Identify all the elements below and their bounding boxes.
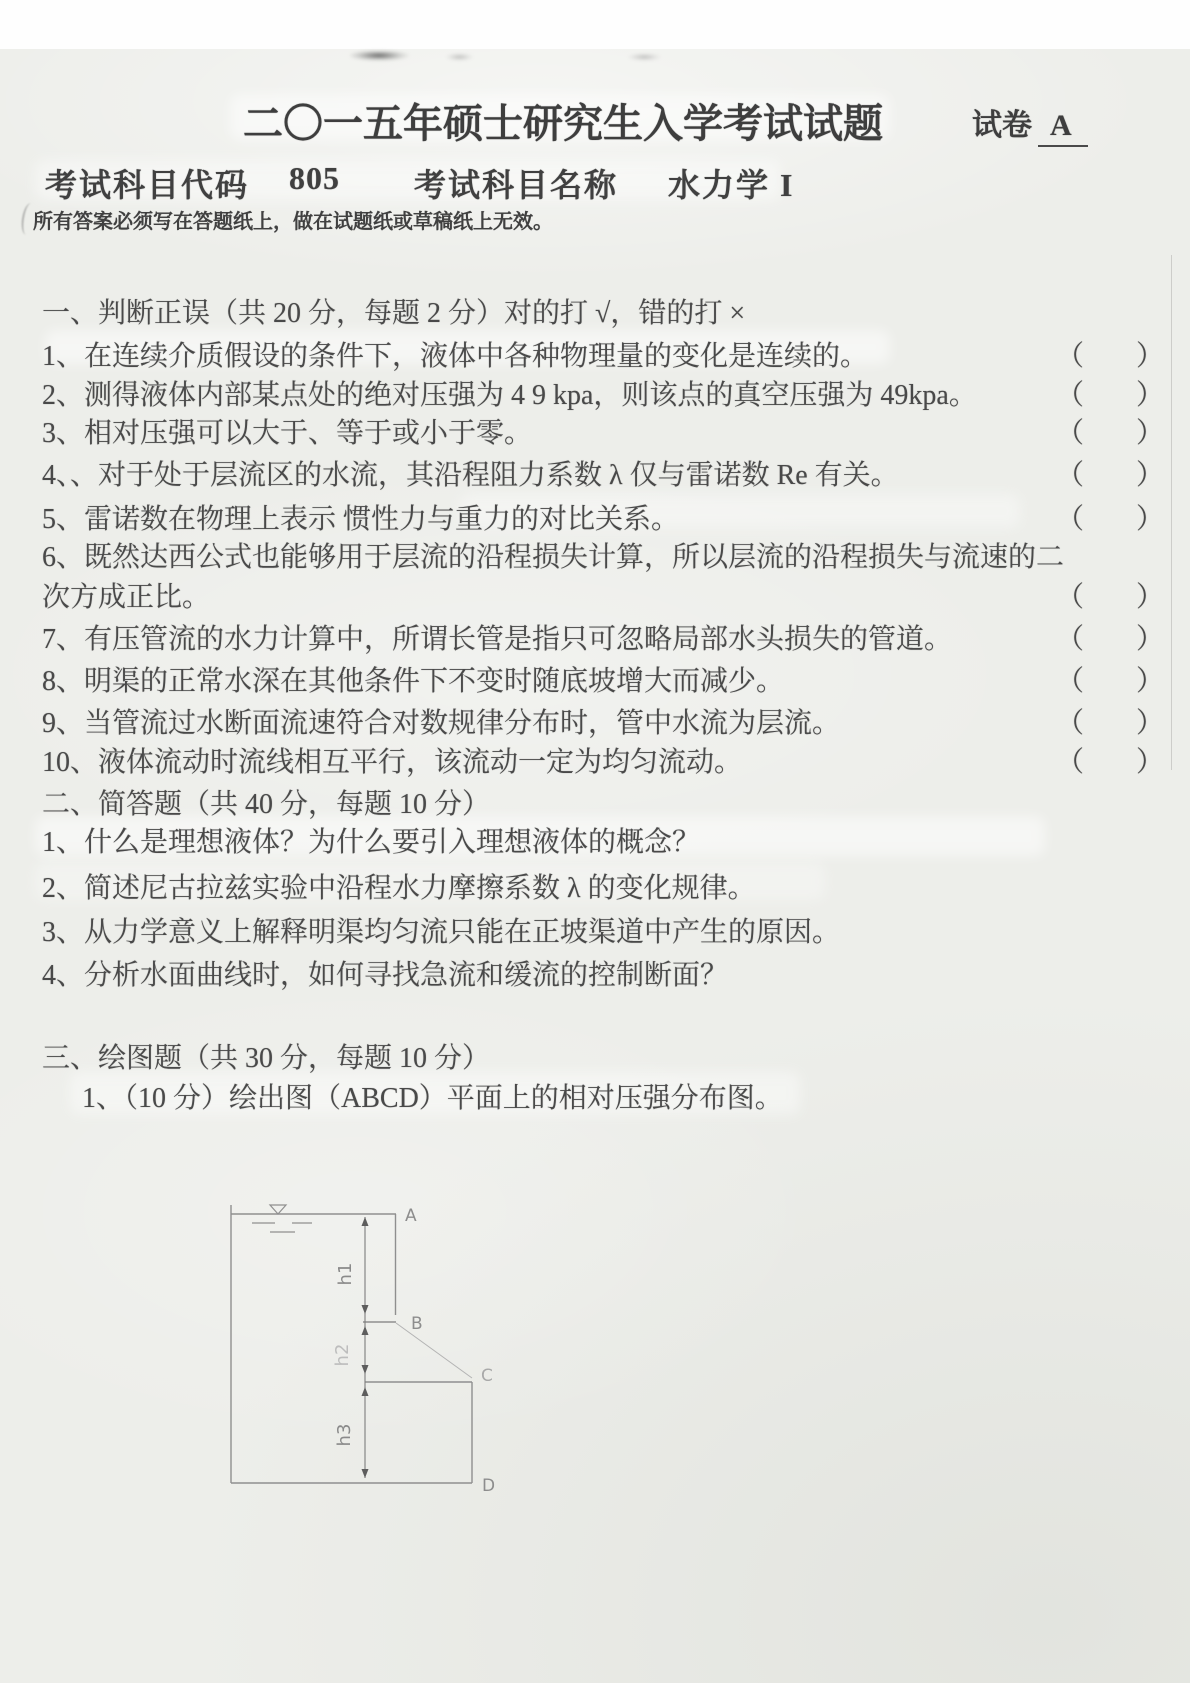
figure-tank-cross-section: [205, 1195, 525, 1500]
judge-item-1: 1、在连续介质假设的条件下，液体中各种物理量的变化是连续的。 （ ）: [0, 334, 1190, 370]
answer-paren-open: （: [1056, 582, 1085, 613]
page-title: 二〇一五年硕士研究生入学考试试题: [243, 101, 883, 146]
subject-code-value: 805: [289, 160, 340, 196]
judge-item-5: 5、雷诺数在物理上表示 惯性力与重力的对比关系。 （ ）: [0, 497, 1190, 533]
answer-paren-close: ）: [1136, 747, 1165, 778]
scan-smudge: [446, 53, 474, 61]
short-answer-item-1: 1、什么是理想液体？为什么要引入理想液体的概念？: [42, 827, 701, 858]
drawing-item-1: 1、（10 分）绘出图（ABCD）平面上的相对压强分布图。: [82, 1083, 783, 1114]
judge-item-2: 2、测得液体内部某点处的绝对压强为 4 9 kpa，则该点的真空压强为 49kpa。 （ ）: [0, 373, 1190, 409]
judge-item-9: 9、当管流过水断面流速符合对数规律分布时，管中水流为层流。 （ ）: [0, 701, 1190, 737]
section-1-heading: 一、判断正误（共 20 分，每题 2 分）对的打 √，错的打 ×: [42, 298, 746, 329]
answer-paren-open: （: [1056, 341, 1085, 372]
answer-paren-open: （: [1056, 460, 1085, 491]
subject-name-value: 水力学 I: [668, 167, 795, 203]
short-answer-item-2: 2、简述尼古拉兹实验中沿程水力摩擦系数 λ 的变化规律。: [42, 873, 756, 904]
answer-paren-open: （: [1056, 418, 1085, 449]
scan-white-band: [0, 0, 1190, 49]
point-label-D: D: [482, 1476, 496, 1496]
answer-paren-open: （: [1056, 666, 1085, 697]
water-surface-symbol: [270, 1205, 286, 1214]
point-label-C: C: [481, 1366, 493, 1386]
paper-value: A: [1038, 109, 1088, 147]
scan-smudge: [350, 50, 410, 61]
answer-notice: 所有答案必须写在答题纸上，做在试题纸或草稿纸上无效。: [33, 211, 553, 233]
answer-paren-open: （: [1056, 504, 1085, 535]
judge-item-4: 4、、对于处于层流区的水流，其沿程阻力系数 λ 仅与雷诺数 Re 有关。 （ ）: [0, 453, 1190, 489]
short-answer-item-4: 4、分析水面曲线时，如何寻找急流和缓流的控制断面？: [42, 960, 729, 991]
answer-paren-open: （: [1056, 624, 1085, 655]
wall-segment-BC-incline: [396, 1323, 472, 1378]
dim-label-h3: h3: [334, 1423, 355, 1447]
answer-paren-close: ）: [1136, 380, 1165, 411]
answer-paren-open: （: [1056, 708, 1085, 739]
answer-paren-close: ）: [1136, 504, 1165, 535]
answer-paren-close: ）: [1136, 708, 1165, 739]
dim-label-h1: h1: [335, 1262, 356, 1286]
judge-item-7: 7、有压管流的水力计算中，所谓长管是指只可忽略局部水头损失的管道。 （ ）: [0, 617, 1190, 653]
judge-item-6-line1: 6、既然达西公式也能够用于层流的沿程损失计算，所以层流的沿程损失与流速的二: [42, 542, 1065, 573]
judge-item-10: 10、液体流动时流线相互平行，该流动一定为均匀流动。 （ ）: [0, 740, 1190, 776]
answer-paren-close: ）: [1136, 582, 1165, 613]
section-2-heading: 二、简答题（共 40 分，每题 10 分）: [42, 789, 491, 820]
short-answer-item-3: 3、从力学意义上解释明渠均匀流只能在正坡渠道中产生的原因。: [42, 917, 841, 948]
subject-code-label: 考试科目代码: [45, 167, 250, 203]
scan-smudge: [628, 53, 662, 61]
subject-name-label: 考试科目名称: [414, 167, 619, 203]
dim-label-h2: h2: [332, 1343, 353, 1367]
judge-item-6-line2: 次方成正比。 （ ）: [0, 575, 1190, 611]
paper-label: 试卷: [972, 109, 1032, 142]
answer-paren-close: ）: [1136, 460, 1165, 491]
judge-item-3: 3、相对压强可以大于、等于或小于零。 （ ）: [0, 411, 1190, 447]
point-label-A: A: [405, 1206, 417, 1226]
answer-paren-close: ）: [1136, 418, 1165, 449]
section-3-heading: 三、绘图题（共 30 分，每题 10 分）: [42, 1043, 491, 1074]
judge-item-8: 8、明渠的正常水深在其他条件下不变时随底坡增大而减少。 （ ）: [0, 659, 1190, 695]
answer-paren-close: ）: [1136, 341, 1165, 372]
paper-version: [972, 100, 1088, 147]
point-label-B: B: [411, 1314, 423, 1334]
answer-paren-open: （: [1056, 380, 1085, 411]
answer-paren-close: ）: [1136, 666, 1165, 697]
answer-paren-close: ）: [1136, 624, 1165, 655]
answer-paren-open: （: [1056, 747, 1085, 778]
